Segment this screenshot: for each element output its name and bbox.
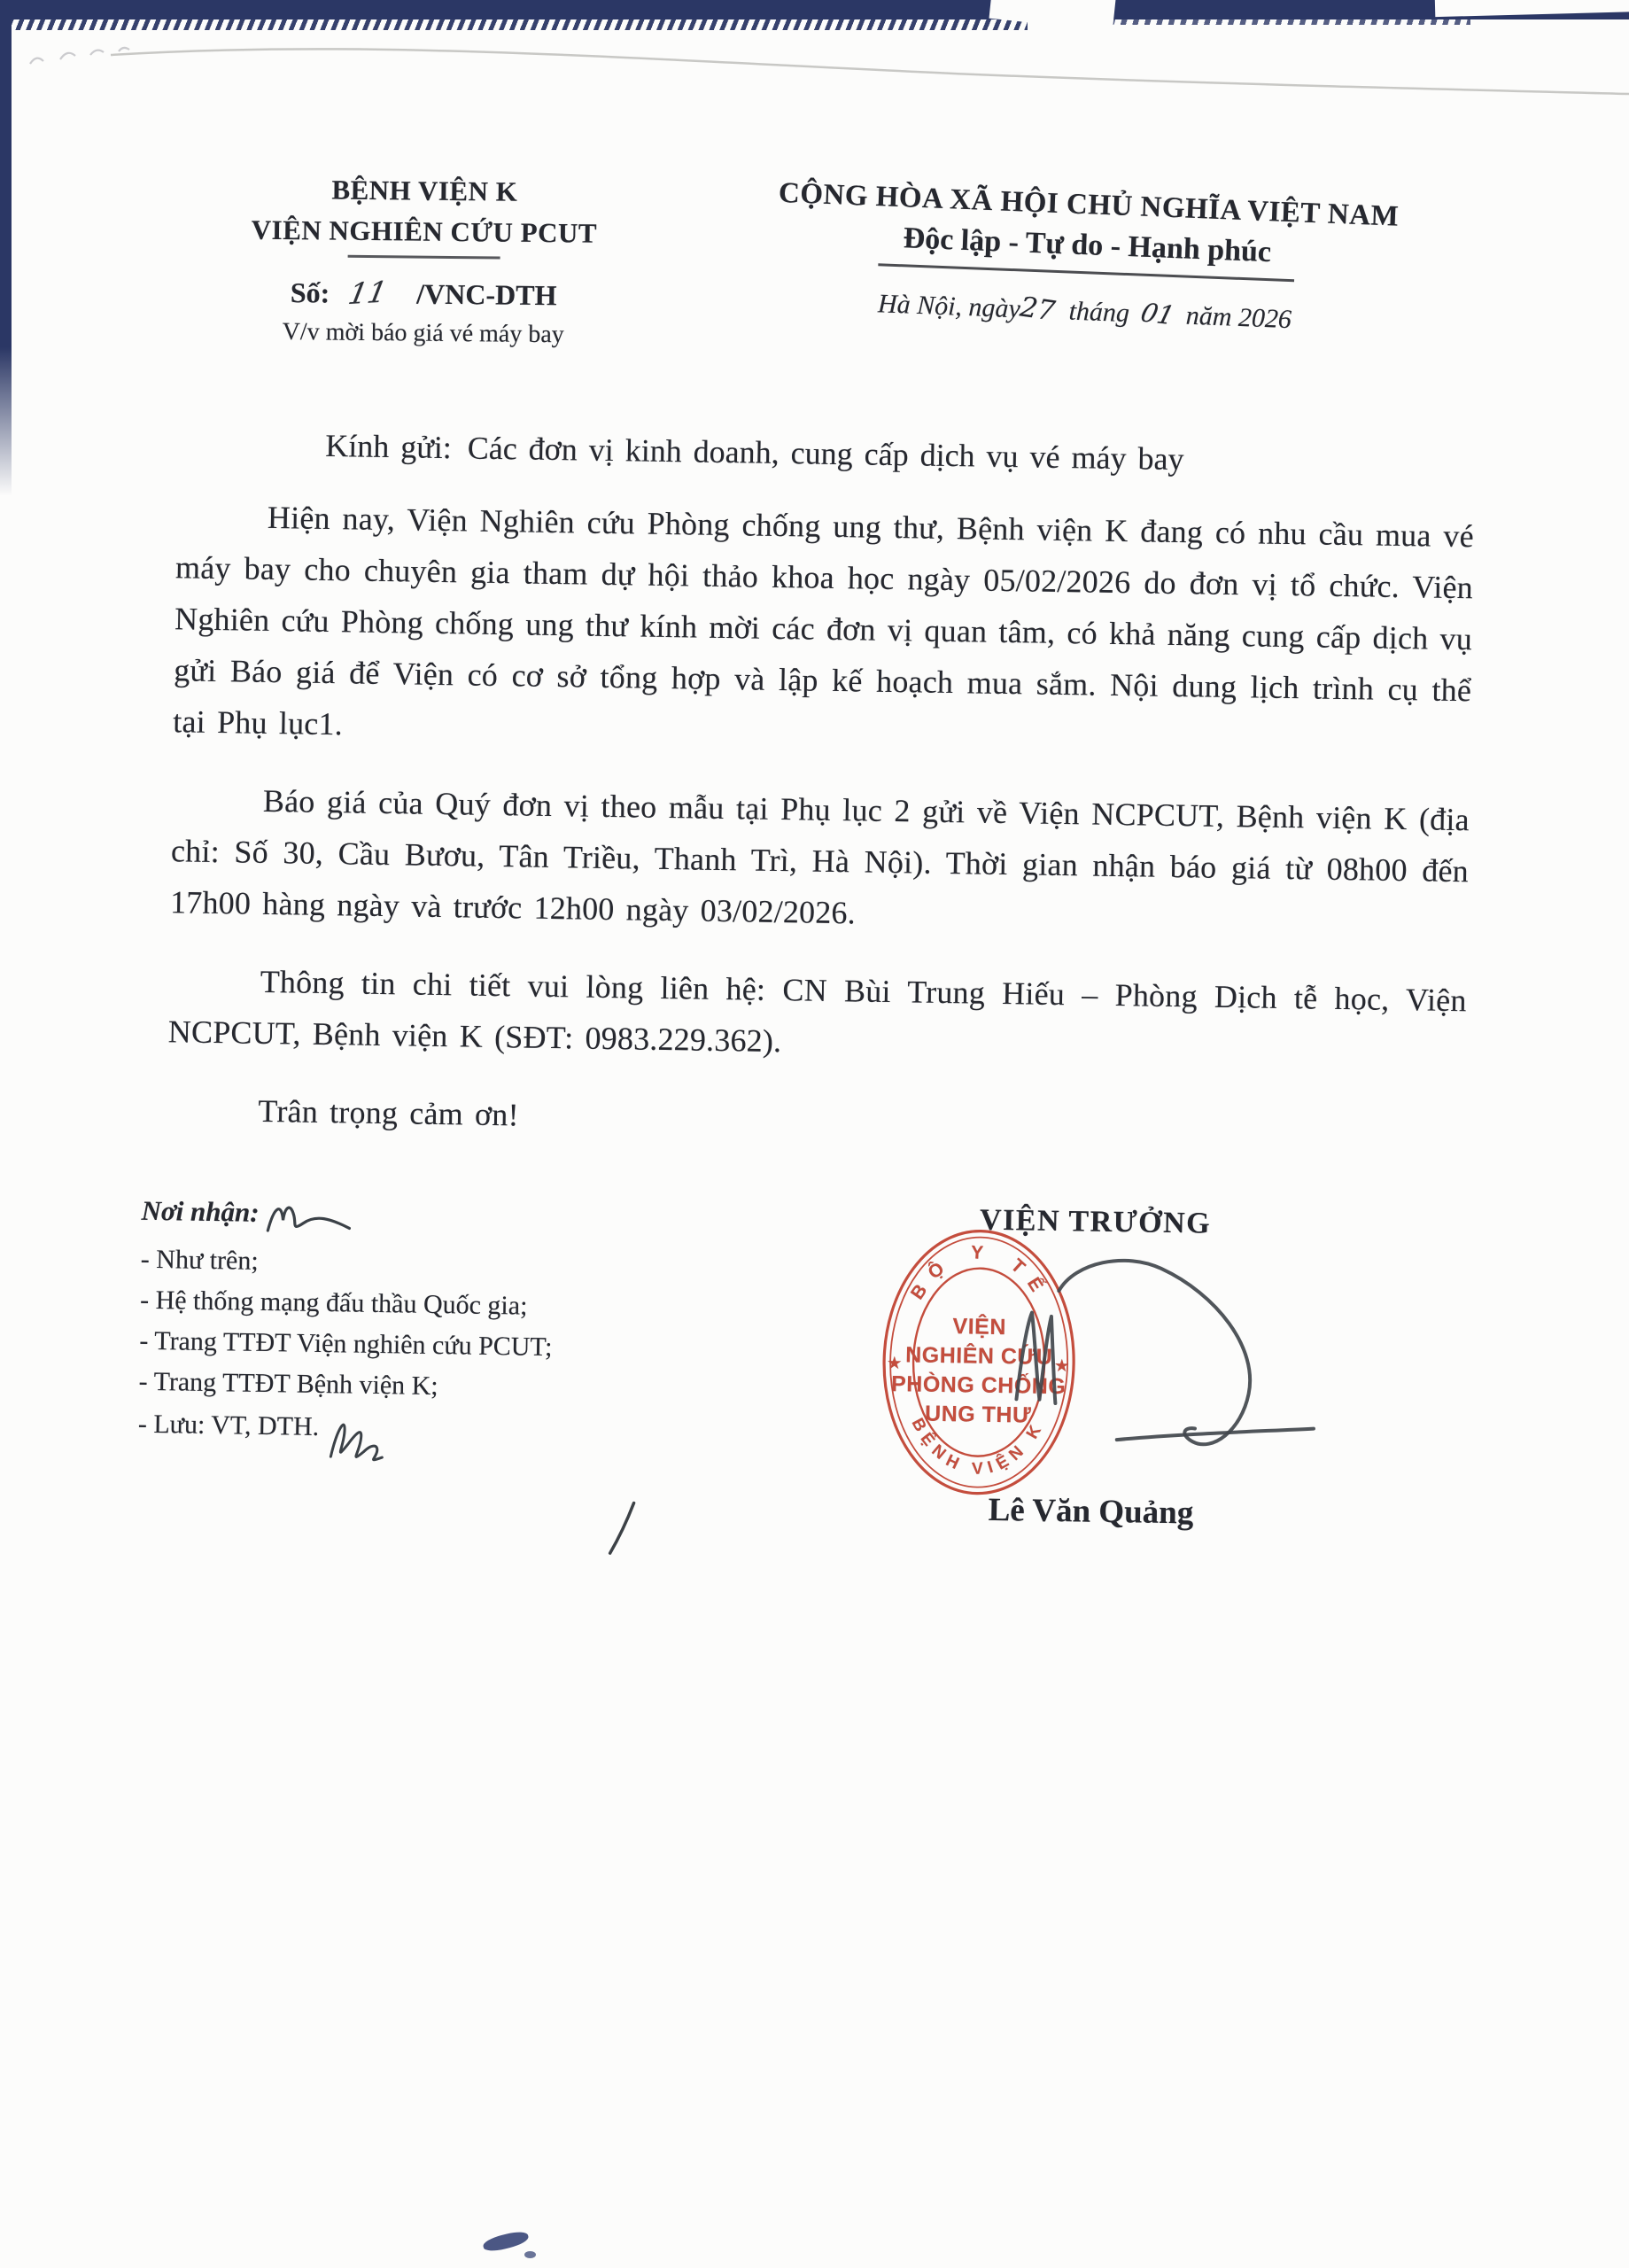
stamp-center-line: VIỆN xyxy=(952,1314,1007,1340)
recipient-item: - Như trên; xyxy=(140,1244,259,1276)
date-line xyxy=(699,281,1470,342)
stamp-center-line: PHÒNG CHỐNG xyxy=(890,1371,1067,1400)
paragraph: Hiện nay, Viện Nghiên cứu Phòng chống ung thư, Bệnh viện K đang có nhu cầu mua vé máy bay cho chuyên gia tham dự hội thảo khoa học ngày 05/02/2026 do đơn vị tổ chức. Viện Nghiên cứu Phòng chống ung thư kính mời các đơn vị quan tâm, có khả năng cung cấp dịch vụ gửi Báo giá để Viện có cơ sở tổng hợp và lập kế hoạch mua sắm. Nội dung lịch trình cụ thể tại Phụ lục1. xyxy=(173,499,1475,742)
handwritten-month: 01 xyxy=(1137,297,1178,331)
recipients-label: Nơi nhận: xyxy=(141,1194,260,1228)
recipient-item: - Hệ thống mạng đấu thầu Quốc gia; xyxy=(139,1285,528,1321)
signature-scribble xyxy=(994,1250,1334,1468)
handwritten-initials xyxy=(320,1405,395,1472)
stamp-bottom-arc-text: BỆNH VIỆN K xyxy=(907,1415,1049,1480)
ink-smudge xyxy=(524,2251,536,2258)
recipient-item xyxy=(138,1402,759,1455)
paragraph: Thông tin chi tiết vui lòng liên hệ: CN Bùi Trung Hiếu – Phòng Dịch tễ học, Viện NCPCUT, Bệnh viện K (SĐT: 0983.229.362). xyxy=(167,963,1467,1060)
handwritten-day: 27 xyxy=(1018,291,1058,328)
pen-mark xyxy=(602,1498,642,1559)
stamp-top-arc-text: BỘ Y TẾ xyxy=(906,1242,1053,1306)
subject-line: V/v mời báo giá vé máy bay xyxy=(282,317,564,349)
document-number-label: Số: xyxy=(290,276,330,309)
dateline-mid: tháng xyxy=(1068,296,1130,329)
salutation xyxy=(177,424,1475,482)
letterhead-left xyxy=(198,173,651,350)
parent-org-name: BỆNH VIỆN K xyxy=(331,174,518,207)
stamp-center-line: NGHIÊN CỨU xyxy=(904,1342,1053,1370)
letter-body xyxy=(167,490,1475,1182)
recipients-block xyxy=(138,1195,762,1455)
stamp-center-line: UNG THƯ xyxy=(924,1401,1032,1428)
recipient-item: - Trang TTĐT Viện nghiên cứu PCUT; xyxy=(139,1325,553,1363)
stamp-star-right: ★ xyxy=(1054,1356,1069,1375)
closing-line: Trân trọng cảm ơn! xyxy=(258,1092,520,1133)
national-title: CỘNG HÒA XÃ HỘI CHỦ NGHĨA VIỆT NAM xyxy=(778,176,1400,233)
salutation-label: Kính gửi: xyxy=(324,427,453,466)
letterhead-rule xyxy=(348,255,500,260)
national-motto: Độc lập - Tự do - Hạnh phúc xyxy=(903,221,1272,269)
recipient-item-text: - Lưu: VT, DTH. xyxy=(137,1409,320,1441)
signer-title: VIỆN TRƯỞNG xyxy=(979,1203,1212,1240)
org-name: VIỆN NGHIÊN CỨU PCUT xyxy=(251,214,598,249)
signer-name: Lê Văn Quảng xyxy=(988,1491,1194,1532)
stamp-star-left: ★ xyxy=(887,1355,902,1372)
handwritten-document-number: 11 xyxy=(345,274,391,312)
letterhead-right xyxy=(699,175,1474,342)
recipient-item: - Trang TTĐT Bệnh viện K; xyxy=(138,1366,438,1402)
document-number-suffix: /VNC-DTH xyxy=(416,277,557,312)
document-number-line xyxy=(198,274,649,313)
salutation-text: Các đơn vị kinh doanh, cung cấp dịch vụ vé máy bay xyxy=(467,430,1184,478)
handwritten-mark xyxy=(260,1195,359,1243)
dateline-suffix: năm 2026 xyxy=(1185,300,1292,335)
signature-block xyxy=(819,1196,1366,1595)
paragraph: Báo giá của Quý đơn vị theo mẫu tại Phụ lục 2 gửi về Viện NCPCUT, Bệnh viện K (địa chỉ: Số 30, Cầu Bươu, Tân Triều, Thanh Trì, Hà Nội). Thời gian nhận báo giá từ 08h00 đến 17h00 hàng ngày và trước 12h00 ngày 03/02/2026. xyxy=(169,782,1470,931)
dateline-prefix: Hà Nội, ngày xyxy=(877,289,1021,324)
